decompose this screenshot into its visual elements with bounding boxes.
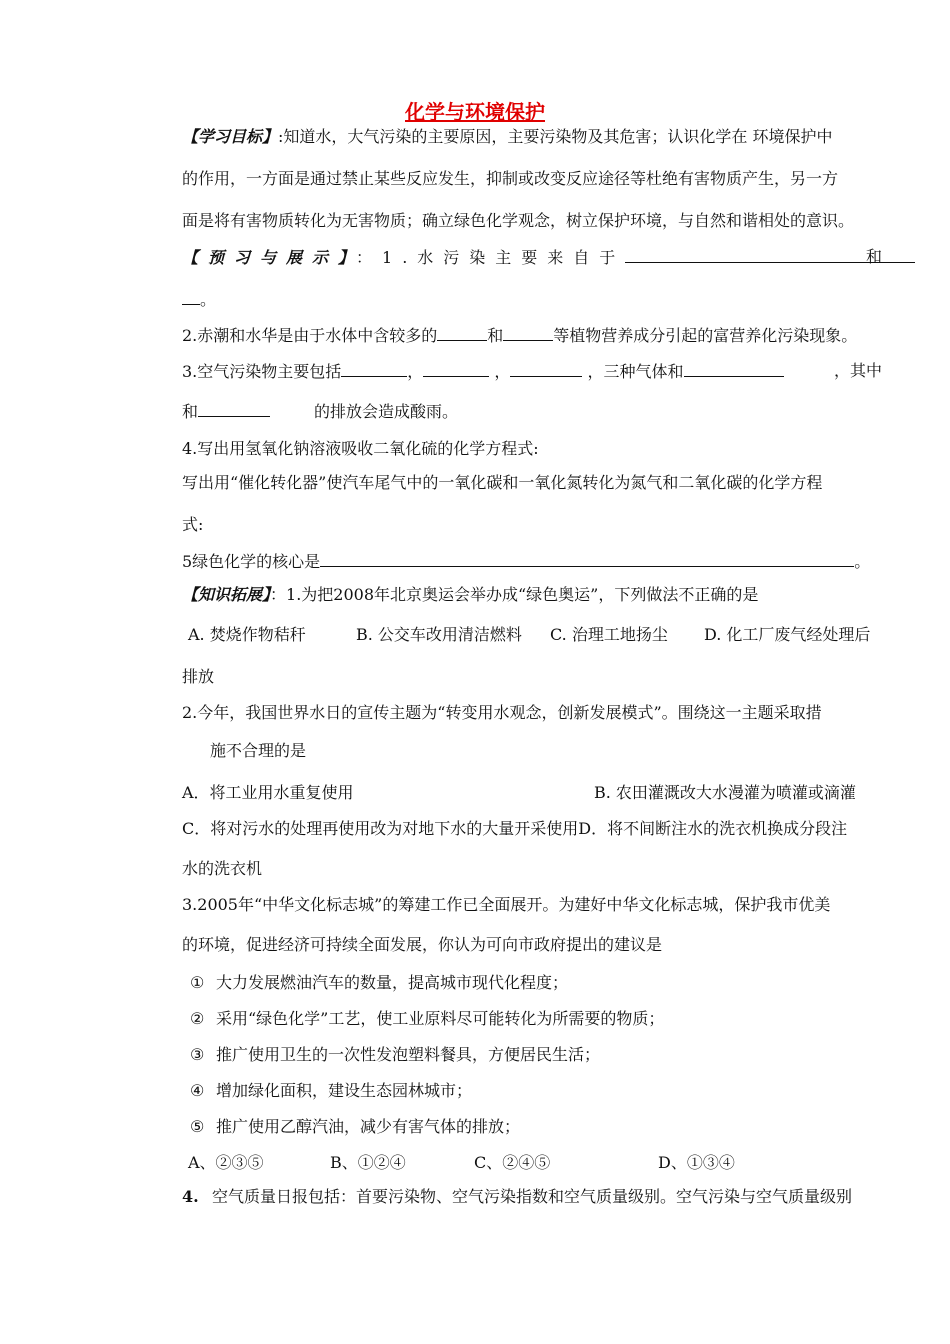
ext-q2: 2.今年，我国世界水日的宣传主题为“转变用水观念，创新发展模式”。围绕这一主题采取措	[182, 703, 822, 722]
option-a: A、②③⑤	[188, 1153, 264, 1172]
option-d: D．将不间断注水的洗衣机换成分段注	[578, 819, 848, 838]
option-c: C. 治理工地扬尘	[550, 625, 668, 644]
goals-line-1: 【学习目标】:知道水，大气污染的主要原因，主要污染物及其危害；认识化学在 环境保护中	[182, 127, 833, 146]
answer-blank[interactable]	[320, 550, 854, 567]
ext-heading: 【知识拓展】	[182, 585, 271, 604]
option-a: A. 焚烧作物秸秆	[188, 625, 306, 644]
goals-line-3: 面是将有害物质转化为无害物质；确立绿色化学观念，树立保护环境，与自然和谐相处的意识。	[182, 211, 855, 230]
ext-q1: 【知识拓展】：1.为把2008年北京奥运会举办成“绿色奥运”，下列做法不正确的是	[182, 585, 759, 604]
option-a: A．将工业用水重复使用	[182, 783, 354, 802]
answer-blank[interactable]	[437, 324, 487, 341]
ext-q2-cd	[182, 818, 882, 840]
ext-q2-d-cont: 水的洗衣机	[182, 859, 263, 878]
goals-line-2: 的作用，一方面是通过禁止某些反应发生，抑制或改变反应途径等杜绝有害物质产生，另一方	[182, 169, 839, 188]
answer-blank[interactable]	[182, 288, 200, 305]
ext-q1-d-cont: 排放	[182, 667, 215, 686]
answer-blank[interactable]	[503, 324, 553, 341]
preview-heading: 【预习与展示】	[182, 248, 357, 267]
preview-q1: 【预习与展示】：1.水污染主要来自于 和	[182, 246, 882, 269]
preview-q4: 4.写出用氢氧化钠溶液吸收二氧化硫的化学方程式:	[182, 439, 539, 458]
option-d: D. 化工厂废气经处理后	[704, 625, 871, 644]
preview-q4-c: 式:	[182, 515, 204, 534]
ext-q3: 3.2005年“中华文化标志城”的筹建工作已全面展开。为建好中华文化标志城，保护我市优美	[182, 895, 831, 914]
list-item: ① 大力发展燃油汽车的数量，提高城市现代化程度；	[190, 973, 569, 992]
option-b: B. 公交车改用清洁燃料	[356, 625, 522, 644]
list-item: ④ 增加绿化面积，建设生态园林城市；	[190, 1081, 473, 1100]
option-b: B. 农田灌溉改大水漫灌为喷灌或滴灌	[594, 783, 856, 802]
option-b: B、①②④	[330, 1153, 406, 1172]
option-c: C．将对污水的处理再使用改为对地下水的大量开采使用	[182, 819, 579, 838]
answer-blank[interactable]	[198, 400, 270, 417]
preview-q3-cont: 和 的排放会造成酸雨。	[182, 402, 459, 421]
list-item: ③ 推广使用卫生的一次性发泡塑料餐具，方便居民生活；	[190, 1045, 601, 1064]
preview-q3: 3.空气污染物主要包括 ， ， ，三种气体和 ，其中	[182, 361, 882, 381]
goals-heading: 【学习目标】	[182, 127, 279, 146]
answer-blank[interactable]	[341, 360, 407, 377]
preview-q1-end: 。	[182, 288, 882, 311]
ext-q4: 4. 空气质量日报包括：首要污染物、空气污染指数和空气质量级别。空气污染与空气质量级别	[182, 1187, 853, 1206]
preview-q4-b: 写出用“催化转化器”使汽车尾气中的一氧化碳和一氧化氮转化为氮气和二氧化碳的化学方程	[182, 473, 823, 492]
option-d: D、①③④	[658, 1153, 735, 1172]
ext-q3-b: 的环境，促进经济可持续全面发展，你认为可向市政府提出的建议是	[182, 935, 663, 954]
ext-q2-b: 施不合理的是	[210, 741, 307, 760]
preview-q5: 5绿色化学的核心是 。	[182, 552, 871, 571]
option-c: C、②④⑤	[474, 1153, 551, 1172]
list-item: ② 采用“绿色化学”工艺，使工业原料尽可能转化为所需要的物质；	[190, 1009, 665, 1028]
list-item: ⑤ 推广使用乙醇汽油，减少有害气体的排放；	[190, 1117, 521, 1136]
document-title: 化学与环境保护	[405, 100, 545, 124]
answer-blank[interactable]	[423, 360, 489, 377]
answer-blank[interactable]	[510, 360, 582, 377]
preview-q2: 2.赤潮和水华是由于水体中含较多的 和 等植物营养成分引起的富营养化污染现象。	[182, 326, 858, 345]
answer-blank[interactable]	[684, 360, 784, 377]
